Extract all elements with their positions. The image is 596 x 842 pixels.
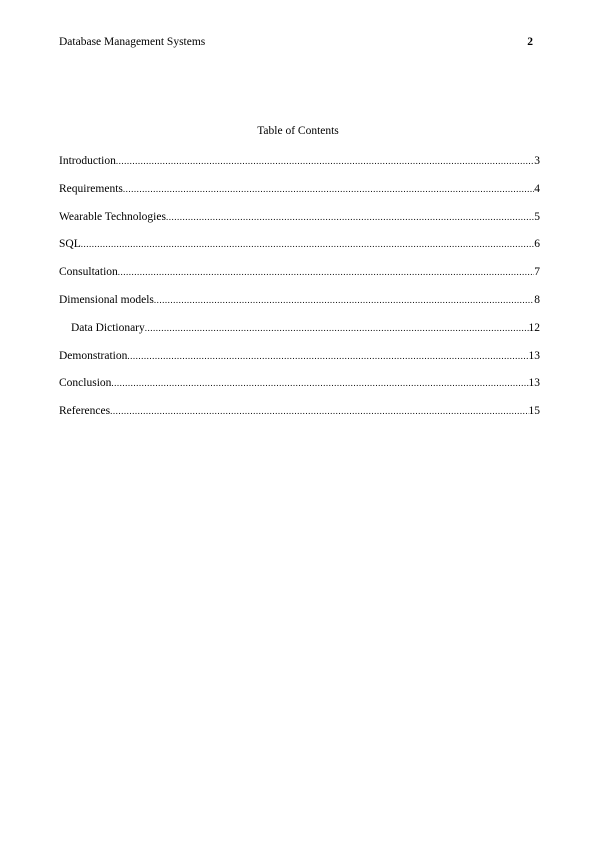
- toc-dot-leader: [81, 236, 535, 252]
- toc-dot-leader: [123, 181, 534, 197]
- page-number: 2: [527, 36, 533, 48]
- toc-entry-label: Wearable Technologies: [59, 210, 166, 223]
- toc-entry-label: Consultation: [59, 266, 118, 279]
- toc-entry-references[interactable]: [59, 403, 540, 431]
- toc-dot-leader: [145, 320, 529, 336]
- toc-entry-page: 12: [528, 321, 540, 334]
- toc-entry-page: 6: [534, 238, 540, 251]
- toc-entry-label: SQL: [59, 238, 81, 251]
- toc-entry-page: 13: [528, 349, 540, 362]
- toc-entry-label: Dimensional models: [59, 293, 154, 306]
- toc-entry-label: Introduction: [59, 155, 116, 167]
- toc-entry-data-dictionary[interactable]: [59, 320, 540, 348]
- toc-entry-label: Demonstration: [59, 349, 128, 362]
- toc-dot-leader: [127, 348, 528, 364]
- toc-entry-dimensional-models[interactable]: [59, 292, 540, 320]
- toc-entry-label: Data Dictionary: [71, 321, 145, 334]
- toc-entry-wearable-technologies[interactable]: [59, 209, 540, 237]
- toc-entry-requirements[interactable]: [59, 181, 540, 209]
- toc-heading: Table of Contents: [257, 125, 339, 137]
- toc-entry-label: Conclusion: [59, 377, 112, 390]
- toc-dot-leader: [154, 292, 534, 308]
- toc-entry-page: 4: [534, 182, 540, 195]
- table-of-contents: [59, 153, 540, 431]
- toc-entry-page: 8: [534, 293, 540, 306]
- toc-entry-page: 5: [534, 210, 540, 223]
- running-header-title: Database Management Systems: [59, 36, 206, 48]
- toc-entry-consultation[interactable]: [59, 264, 540, 292]
- toc-entry-page: 7: [534, 266, 540, 279]
- toc-dot-leader: [111, 375, 528, 391]
- toc-entry-introduction[interactable]: [59, 153, 540, 181]
- toc-entry-conclusion[interactable]: [59, 375, 540, 403]
- toc-dot-leader: [116, 153, 534, 169]
- toc-entry-page: 13: [528, 377, 540, 390]
- toc-dot-leader: [118, 264, 534, 280]
- page-header: [59, 36, 533, 52]
- toc-entry-demonstration[interactable]: [59, 348, 540, 376]
- toc-dot-leader: [166, 209, 534, 225]
- toc-entry-sql[interactable]: [59, 236, 540, 264]
- toc-entry-page: 3: [534, 155, 540, 167]
- toc-entry-label: References: [59, 405, 111, 418]
- toc-entry-page: 15: [528, 405, 540, 418]
- toc-dot-leader: [110, 403, 528, 419]
- toc-entry-label: Requirements: [59, 182, 123, 195]
